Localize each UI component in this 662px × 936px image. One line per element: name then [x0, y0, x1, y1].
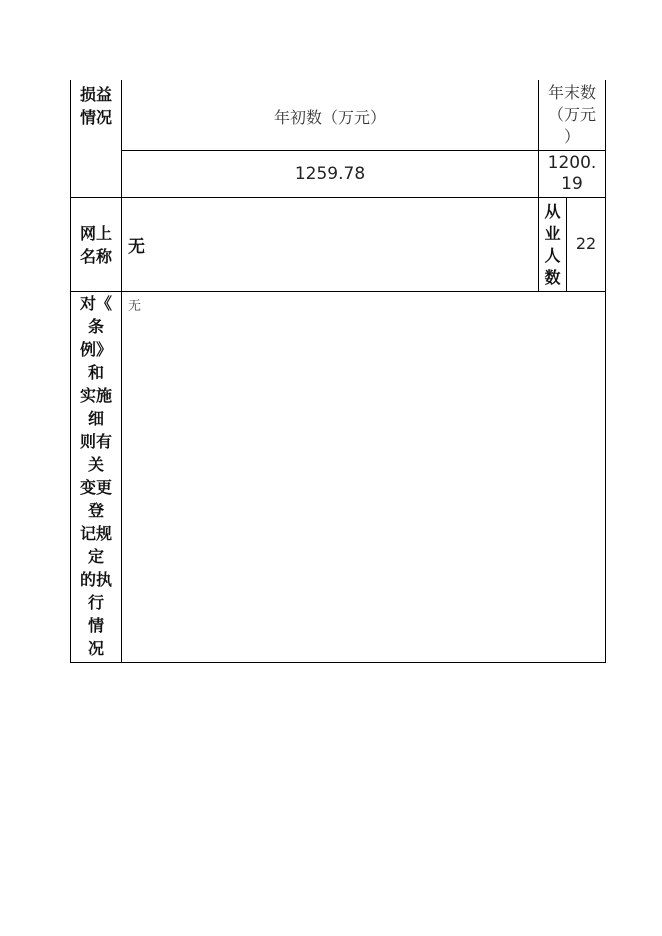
- employees-value: [567, 198, 605, 291]
- profit-loss-label: [71, 80, 121, 150]
- regulation-label-line12: 定: [87, 547, 104, 566]
- year-start-value-text: 1259.78: [294, 164, 366, 184]
- employees-label: [539, 198, 566, 291]
- regulation-label-line8: 关: [87, 455, 104, 474]
- regulation-label-line6: 细: [87, 409, 104, 428]
- regulation-label-line13: 的执: [79, 570, 112, 589]
- regulation-label-line3: 例》: [79, 340, 112, 359]
- regulation-label-line2: 条: [87, 317, 104, 336]
- regulation-label-line10: 登: [87, 501, 104, 520]
- year-start-header-text: 年初数（万元）: [273, 107, 386, 127]
- online-name-label: [71, 198, 121, 291]
- year-end-header-line1: 年末数: [547, 83, 596, 102]
- employees-label-char3: 人: [544, 245, 561, 265]
- regulation-label-line7: 则有: [79, 432, 112, 451]
- employees-label-char2: 业: [544, 223, 561, 243]
- regulation-value: [122, 292, 605, 662]
- employees-label-char1: 从: [544, 201, 561, 221]
- regulation-label-line5: 实施: [79, 386, 112, 405]
- table-border-bottom: [70, 662, 606, 663]
- profit-loss-label-line2: 情况: [79, 108, 112, 127]
- employees-label-char4: 数: [544, 267, 561, 287]
- year-end-header-line3: ）: [563, 127, 580, 146]
- online-name-value-text: 无: [128, 237, 145, 257]
- year-end-header: [539, 80, 605, 150]
- regulation-label-line1: 对《: [79, 294, 112, 313]
- regulation-label: [71, 292, 121, 662]
- year-end-value-line2: 19: [561, 174, 583, 194]
- online-name-label-line1: 网上: [79, 223, 112, 243]
- regulation-value-text: 无: [128, 299, 142, 314]
- regulation-label-line9: 变更: [79, 478, 112, 497]
- employees-value-text: 22: [575, 234, 597, 253]
- year-start-value: [122, 151, 538, 197]
- regulation-label-line11: 记规: [79, 524, 112, 543]
- year-end-value: [539, 151, 605, 197]
- year-start-header: [122, 80, 538, 150]
- online-name-value: [122, 198, 538, 291]
- regulation-label-line4: 和: [87, 363, 104, 382]
- regulation-label-line16: 况: [87, 639, 104, 658]
- year-end-header-line2: （万元: [547, 105, 596, 124]
- regulation-label-line14: 行: [87, 593, 104, 612]
- profit-loss-label-line1: 损益: [79, 85, 112, 104]
- table-border-right: [605, 80, 606, 663]
- year-end-value-line1: 1200.: [547, 153, 597, 173]
- online-name-label-line2: 名称: [79, 246, 112, 266]
- regulation-label-line15: 情: [87, 616, 104, 635]
